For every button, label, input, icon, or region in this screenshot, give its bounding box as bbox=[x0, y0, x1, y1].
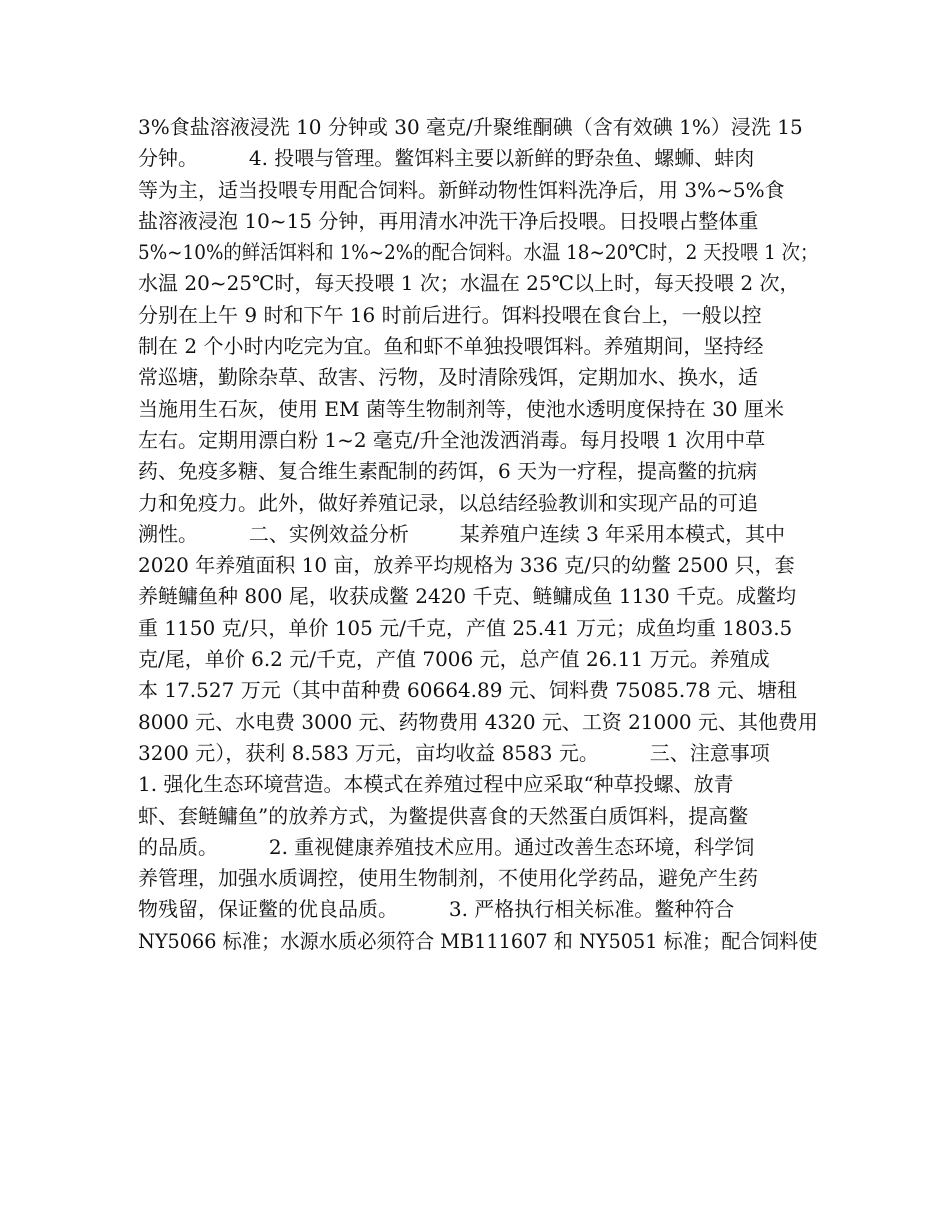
text-line: 常巡塘，勤除杂草、敌害、污物，及时清除残饵，定期加水、换水，适 bbox=[138, 365, 758, 390]
text-line: 左右。定期用漂白粉 1~2 毫克/升全池泼洒消毒。每月投喂 1 次用中草 bbox=[138, 427, 766, 452]
text-line: 力和免疫力。此外，做好养殖记录，以总结经验教训和实现产品的可追 bbox=[138, 490, 758, 515]
text-line: 物残留，保证鳖的优良品质。 3. 严格执行相关标准。鳖种符合 bbox=[138, 897, 735, 922]
text-line: 等为主，适当投喂专用配合饲料。新鲜动物性饵料洗净后，用 3%~5%食 bbox=[138, 177, 785, 202]
text-line: 水温 20~25℃时，每天投喂 1 次；水温在 25℃以上时，每天投喂 2 次， bbox=[138, 271, 800, 296]
body-text bbox=[138, 112, 818, 957]
text-line: 3200 元），获利 8.583 万元，亩均收益 8583 元。 三、注意事项 bbox=[138, 740, 770, 765]
text-line: 2020 年养殖面积 10 亩，放养平均规格为 336 克/只的幼鳖 2500 只，套 bbox=[138, 553, 795, 578]
text-line: 虾、套鲢鳙鱼”的放养方式，为鳖提供喜食的天然蛋白质饵料，提高鳖 bbox=[138, 803, 749, 828]
text-line: 养管理，加强水质调控，使用生物制剂，不使用化学药品，避免产生药 bbox=[138, 866, 758, 891]
text-line: 分别在上午 9 时和下午 16 时前后进行。饵料投喂在食台上，一般以控 bbox=[138, 302, 762, 327]
text-line: 盐溶液浸泡 10~15 分钟，再用清水冲洗干净后投喂。日投喂占整体重 bbox=[138, 208, 759, 233]
text-line: 当施用生石灰，使用 EM 菌等生物制剂等，使池水透明度保持在 30 厘米 bbox=[138, 396, 784, 421]
text-line: 3%食盐溶液浸洗 10 分钟或 30 毫克/升聚维酮碘（含有效碘 1%）浸洗 15 bbox=[138, 115, 803, 139]
text-line: 8000 元、水电费 3000 元、药物费用 4320 元、工资 21000 元、其他费用 bbox=[138, 709, 818, 734]
text-line: 制在 2 个小时内吃完为宜。鱼和虾不单独投喂饵料。养殖期间，坚持经 bbox=[138, 334, 764, 359]
text-line: 的品质。 2. 重视健康养殖技术应用。通过改善生态环境，科学饲 bbox=[138, 834, 755, 859]
text-line: 5%~10%的鲜活饵料和 1%~2%的配合饲料。水温 18~20℃时，2 天投喂 1 次； bbox=[138, 240, 819, 265]
text-line: 1. 强化生态环境营造。本模式在养殖过程中应采取“种草投螺、放青 bbox=[138, 772, 734, 797]
text-line: 养鲢鳙鱼种 800 尾，收获成鳖 2420 千克、鲢鳙成鱼 1130 千克。成鳖均 bbox=[138, 584, 797, 609]
text-line: 克/尾，单价 6.2 元/千克，产值 7006 元，总产值 26.11 万元。养殖成 bbox=[138, 647, 770, 672]
text-line: 分钟。 4. 投喂与管理。鳖饵料主要以新鲜的野杂鱼、螺蛳、蚌肉 bbox=[138, 146, 755, 171]
text-line: 溯性。 二、实例效益分析 某养殖户连续 3 年采用本模式，其中 bbox=[138, 521, 786, 546]
text-line: 重 1150 克/只，单价 105 元/千克，产值 25.41 万元；成鱼均重 1803.5 bbox=[138, 615, 793, 640]
text-line: NY5066 标准；水源水质必须符合 MB111607 和 NY5051 标准；配合饲料使 bbox=[138, 928, 818, 953]
text-line: 药、免疫多糖、复合维生素配制的药饵，6 天为一疗程，提高鳖的抗病 bbox=[138, 459, 758, 484]
text-line: 本 17.527 万元（其中苗种费 60664.89 元、饲料费 75085.78 元、塘租 bbox=[138, 678, 797, 703]
